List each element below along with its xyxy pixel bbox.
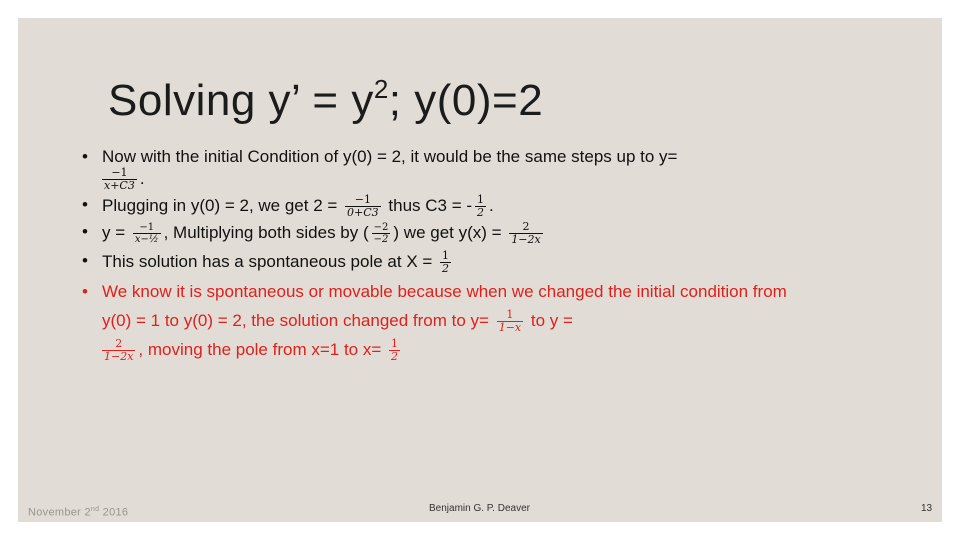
fraction-denominator: −2 [373, 234, 389, 245]
bullet-text: . [489, 195, 494, 215]
footer-date-main: November 2 [28, 506, 91, 519]
fraction-numerator: −1 [102, 167, 137, 180]
fraction-numerator: −2 [373, 222, 389, 233]
fraction-denominator: x+C3 [104, 179, 135, 192]
fraction-numerator: 1 [497, 309, 523, 322]
fraction [102, 167, 137, 192]
page-number: 13 [921, 503, 933, 514]
bullet-item-2 [80, 194, 800, 219]
slide-title [108, 76, 543, 126]
bullet-dot: • [82, 282, 88, 301]
bullet-dot: • [82, 251, 88, 270]
bullet-text: Now with the initial Condition of y(0) = 2, it would be the same steps up to y= [102, 147, 678, 166]
bullet-text: This solution has a spontaneous pole at X = [102, 251, 433, 271]
fraction [389, 338, 400, 363]
fraction-numerator: 1 [442, 249, 450, 262]
bullet-text: ) we get y(x) = [393, 222, 502, 242]
bullet-text: thus C3 = - [388, 195, 473, 215]
footer-date [28, 506, 128, 519]
fraction-denominator: x−½ [134, 234, 159, 245]
fraction [372, 222, 391, 245]
fraction-denominator: 2 [477, 206, 485, 219]
bullet-item-3 [80, 221, 800, 246]
bullet-text: , Multiplying both sides by ( [163, 222, 369, 242]
fraction-denominator: 2 [442, 262, 450, 275]
fraction-numerator: 1 [391, 337, 399, 351]
bullet-dot: • [82, 195, 88, 214]
bullet-text: Plugging in y(0) = 2, we get 2 = [102, 195, 338, 215]
title-superscript: 2 [373, 74, 389, 104]
bullet-text: , moving the pole from x=1 to x= [138, 340, 382, 359]
fraction-numerator: −1 [345, 194, 381, 207]
fraction [475, 194, 486, 219]
title-text-pre: Solving y’ = y [108, 76, 374, 125]
fraction-denominator: 1−x [498, 321, 522, 335]
bullet-dot: • [82, 222, 88, 241]
title-text-post: ; y(0)=2 [388, 76, 544, 125]
fraction [102, 338, 135, 363]
fraction-numerator: 2 [509, 221, 542, 234]
fraction-denominator: 1−2x [511, 233, 541, 246]
fraction [133, 222, 161, 245]
bullet-item-1 [80, 146, 800, 192]
footer-date-suffix: nd [90, 506, 100, 513]
fraction [497, 309, 523, 334]
bullet-text: We know it is spontaneous or movable because when we changed the initial condition from y(0) = 1 to y(0) = 2, the solution changed from to y= [102, 282, 787, 330]
bullet-list [80, 146, 800, 366]
fraction-numerator: 2 [102, 338, 135, 351]
fraction-numerator: −1 [133, 222, 161, 234]
fraction [440, 250, 451, 275]
footer-date-year: 2016 [99, 506, 129, 519]
bullet-dot: • [82, 147, 88, 166]
bullet-item-4 [80, 250, 800, 275]
bullet-text: . [139, 168, 145, 188]
fraction [345, 194, 381, 219]
fraction-denominator: 2 [391, 350, 399, 364]
fraction-numerator: 1 [477, 193, 485, 206]
bullet-item-5 [80, 277, 800, 364]
fraction-denominator: 1−2x [104, 350, 134, 364]
bullet-text: to y = [530, 311, 573, 330]
footer-author: Benjamin G. P. Deaver [429, 503, 530, 514]
bullet-text: y = [102, 222, 126, 242]
fraction-denominator: 0+C3 [347, 206, 379, 219]
fraction [509, 221, 542, 246]
